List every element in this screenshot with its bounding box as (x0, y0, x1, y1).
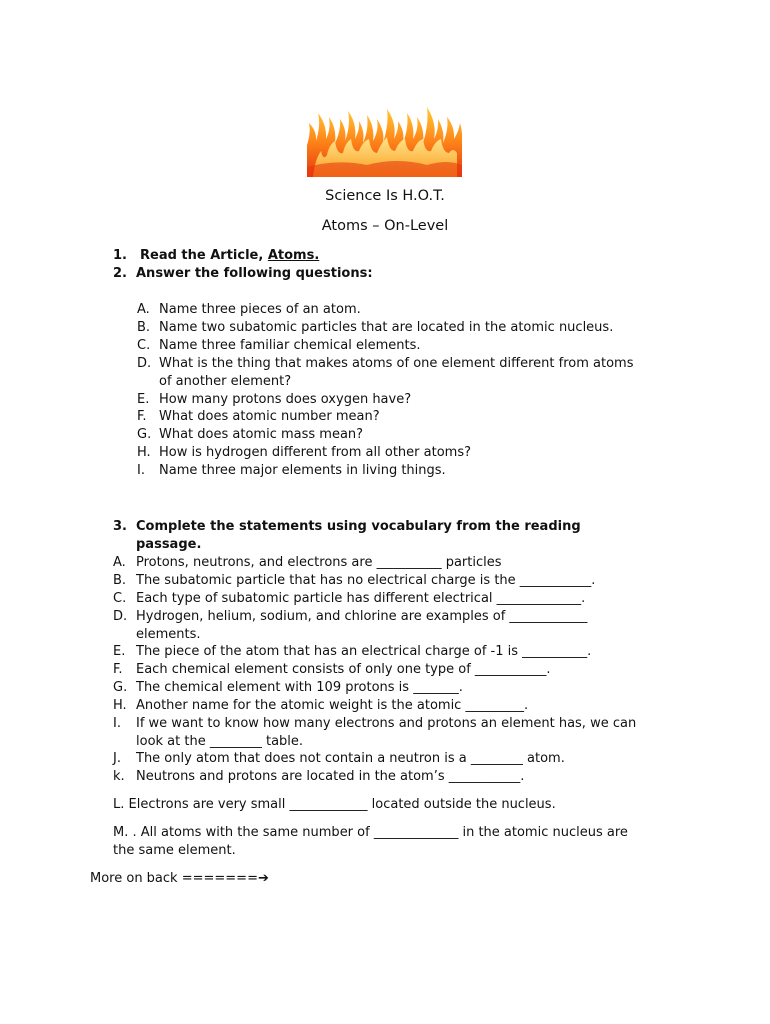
item-label: F. (113, 662, 123, 677)
item-label: F. (137, 409, 147, 424)
item-text-continued: elements. (136, 627, 201, 642)
arrow-right-icon: ➔ (257, 871, 269, 886)
item-text: Each type of subatomic particle has different electrical _____________. (136, 591, 586, 606)
step-text: Complete the statements using vocabulary from the reading (136, 519, 581, 534)
item-text: Another name for the atomic weight is the atomic _________. (136, 698, 529, 713)
step-text-continued: passage. (136, 537, 202, 552)
flames-image (307, 95, 462, 177)
item-text: Hydrogen, helium, sodium, and chlorine are examples of ____________ (136, 609, 588, 624)
step-number: 1. (113, 248, 127, 263)
step-text: Answer the following questions: (136, 266, 373, 281)
item-text: Name two subatomic particles that are located in the atomic nucleus. (159, 320, 614, 335)
step-number: 3. (113, 519, 127, 534)
item-text: If we want to know how many electrons and protons an element has, we can (136, 716, 637, 731)
more-on-back-text: More on back ======= (90, 871, 258, 886)
item-label: C. (137, 338, 151, 353)
item-label: D. (113, 609, 128, 624)
worksheet-title: Science Is H.O.T. (325, 188, 445, 204)
statement-l: L. Electrons are very small ____________ located outside the nucleus. (113, 797, 556, 812)
item-text: Name three major elements in living things. (159, 463, 446, 478)
item-text: Each chemical element consists of only one type of ___________. (136, 662, 551, 677)
item-text: Protons, neutrons, and electrons are __________ particles (136, 555, 502, 570)
item-label: E. (113, 644, 126, 659)
worksheet-subtitle: Atoms – On-Level (321, 218, 449, 234)
item-text-continued: of another element? (159, 374, 292, 389)
item-label: k. (113, 769, 125, 784)
item-text: The chemical element with 109 protons is _______. (136, 680, 463, 695)
item-label: G. (137, 427, 152, 442)
step-number: 2. (113, 266, 127, 281)
item-text: How many protons does oxygen have? (159, 392, 412, 407)
item-label: B. (113, 573, 127, 588)
item-label: G. (113, 680, 128, 695)
article-link[interactable]: Atoms. (267, 248, 320, 263)
item-label: A. (113, 555, 126, 570)
item-text-continued: look at the ________ table. (136, 734, 304, 749)
item-text: What is the thing that makes atoms of one element different from atoms (159, 356, 634, 371)
item-label: B. (137, 320, 151, 335)
step-text-prefix: Read the Article, (140, 248, 268, 263)
more-on-back (90, 870, 269, 888)
item-label: J. (113, 751, 121, 766)
item-text: Name three pieces of an atom. (159, 302, 361, 317)
item-text: What does atomic mass mean? (159, 427, 364, 442)
step-text (140, 247, 319, 265)
item-text: The subatomic particle that has no electrical charge is the ___________. (136, 573, 596, 588)
statement-m: M. . All atoms with the same number of _____________ in the atomic nucleus are (113, 825, 628, 840)
item-text: Name three familiar chemical elements. (159, 338, 421, 353)
item-text: The only atom that does not contain a neutron is a ________ atom. (136, 751, 565, 766)
item-label: A. (137, 302, 150, 317)
item-label: H. (113, 698, 127, 713)
item-label: H. (137, 445, 151, 460)
item-label: I. (137, 463, 145, 478)
item-label: E. (137, 392, 150, 407)
item-text: The piece of the atom that has an electrical charge of -1 is __________. (136, 644, 592, 659)
item-text: Neutrons and protons are located in the atom’s ___________. (136, 769, 525, 784)
statement-m-continued: the same element. (113, 843, 236, 858)
item-label: C. (113, 591, 127, 606)
item-text: How is hydrogen different from all other atoms? (159, 445, 471, 460)
item-label: I. (113, 716, 121, 731)
item-label: D. (137, 356, 152, 371)
item-text: What does atomic number mean? (159, 409, 380, 424)
